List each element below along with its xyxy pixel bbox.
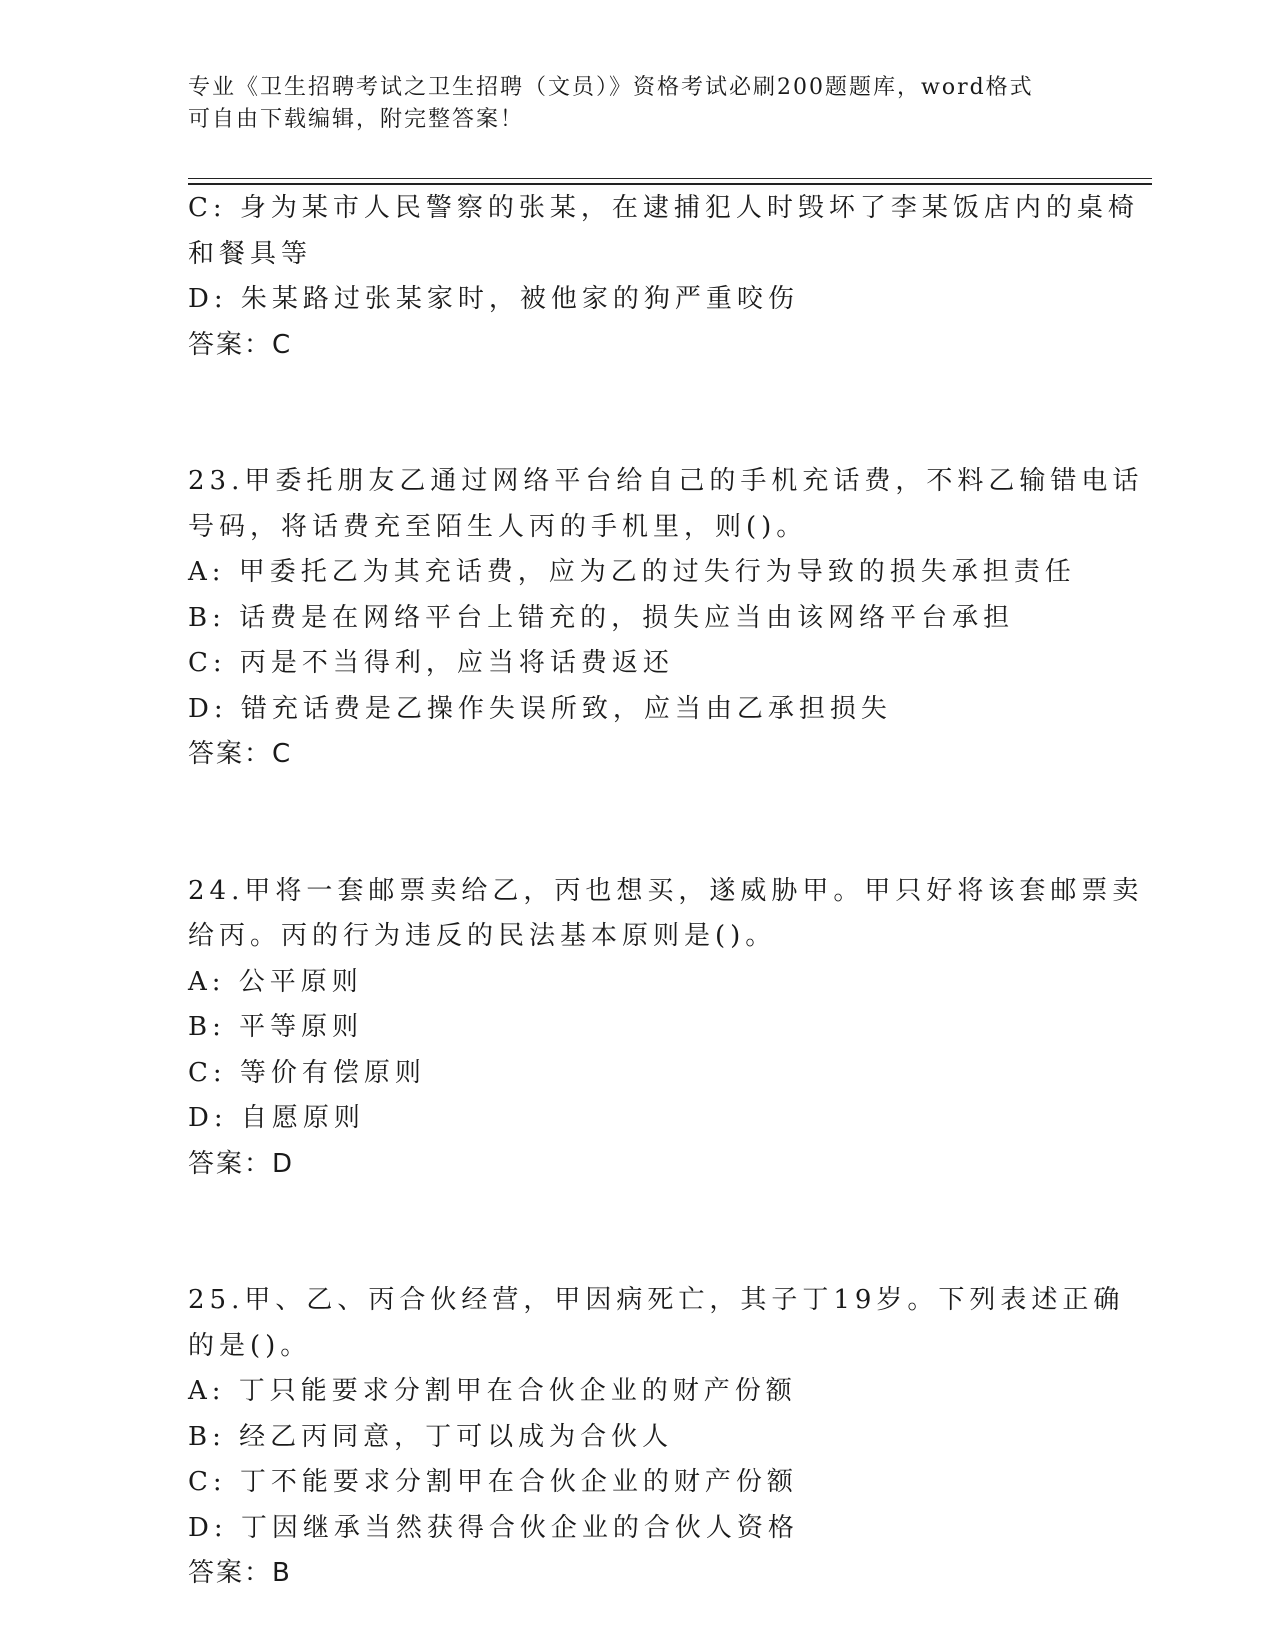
option-a: A: 公平原则: [188, 966, 363, 997]
option-c: C: 等价有偿原则: [188, 1057, 426, 1088]
spacer: [188, 778, 1088, 869]
answer-line: 答案：B: [188, 1558, 292, 1588]
option-d: D: 错充话费是乙操作失误所致，应当由乙承担损失: [188, 693, 892, 724]
option-c: C: 丁不能要求分割甲在合伙企业的财产份额: [188, 1467, 798, 1497]
answer-line: 答案：C: [188, 739, 293, 769]
spacer: [188, 368, 1088, 459]
option-c: C: 丙是不当得利，应当将话费返还: [188, 648, 674, 678]
header-divider-thin: [188, 178, 1152, 179]
header-divider-thick: [188, 183, 1152, 185]
option-c-continued: 和餐具等: [188, 238, 313, 269]
question-stem: 25.甲、乙、丙合伙经营，甲因病死亡，其子丁19岁。下列表述正确: [188, 1285, 1125, 1315]
option-c: C: 身为某市人民警察的张某，在逮捕犯人时毁坏了李某饭店内的桌椅: [188, 193, 1139, 223]
option-b: B: 话费是在网络平台上错充的，损失应当由该网络平台承担: [188, 602, 1015, 633]
answer-line: 答案：C: [188, 329, 293, 360]
question-stem: 23.甲委托朋友乙通过网络平台给自己的手机充话费，不料乙输错电话: [188, 466, 1144, 496]
question-25: [188, 1278, 1125, 1597]
question-stem-continued: 号码，将话费充至陌生人丙的手机里，则()。: [188, 511, 808, 542]
option-d: D: 自愿原则: [188, 1103, 365, 1133]
option-a: A: 丁只能要求分割甲在合伙企业的财产份额: [188, 1376, 797, 1406]
option-b: B: 平等原则: [188, 1012, 364, 1042]
document-header: [188, 72, 1088, 136]
header-line-2: 可自由下载编辑，附完整答案！: [188, 107, 525, 132]
option-a: A: 甲委托乙为其充话费，应为乙的过失行为导致的损失承担责任: [188, 557, 1076, 587]
option-d: D: 丁因继承当然获得合伙企业的合伙人资格: [188, 1512, 799, 1543]
answer-line: 答案：D: [188, 1148, 295, 1179]
question-stem-continued: 的是()。: [188, 1330, 312, 1361]
question-list: [188, 186, 1144, 1597]
spacer: [188, 1187, 1088, 1278]
question-stem-continued: 给丙。丙的行为违反的民法基本原则是()。: [188, 921, 777, 951]
question-23: [188, 459, 1144, 778]
option-d: D: 朱某路过张某家时，被他家的狗严重咬伤: [188, 284, 799, 314]
question-22-tail: [188, 186, 1139, 368]
question-24: [188, 869, 1144, 1188]
option-b: B: 经乙丙同意，丁可以成为合伙人: [188, 1421, 674, 1452]
header-line-1: 专业《卫生招聘考试之卫生招聘（文员）》资格考试必刷200题题库，word格式: [188, 75, 1034, 100]
question-stem: 24.甲将一套邮票卖给乙，丙也想买，遂威胁甲。甲只好将该套邮票卖: [188, 875, 1144, 906]
